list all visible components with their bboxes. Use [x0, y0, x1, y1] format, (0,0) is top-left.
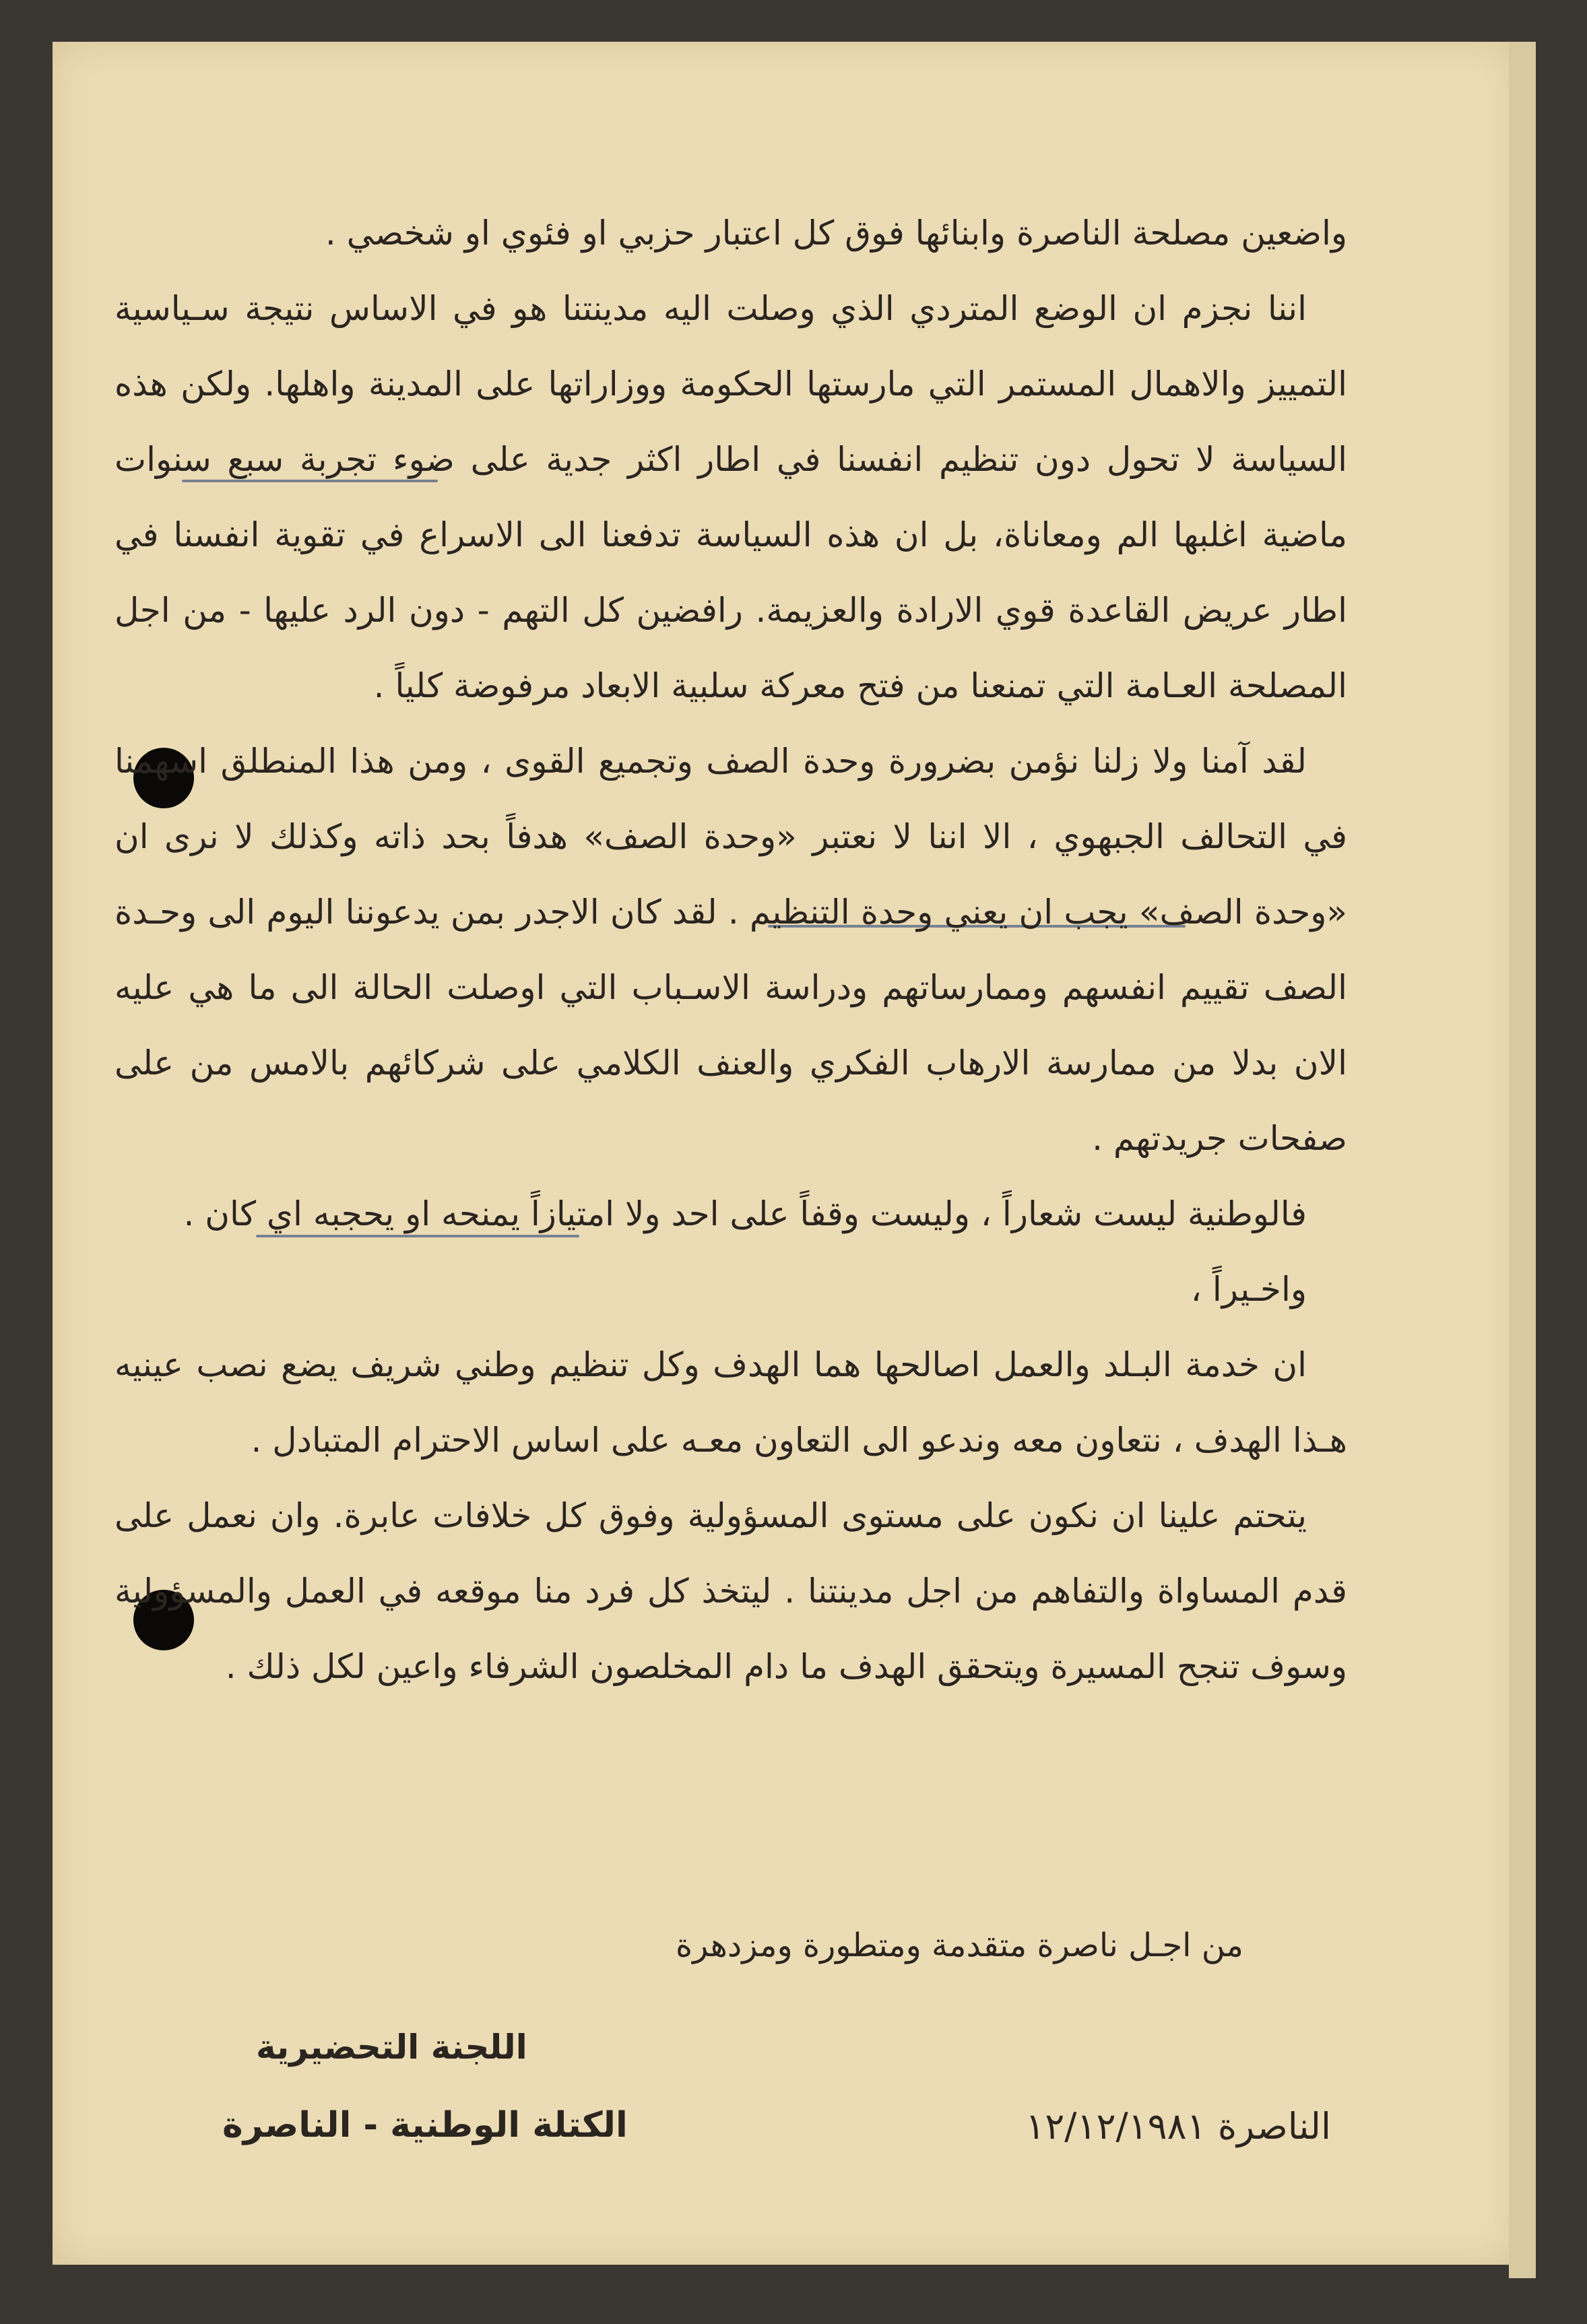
committee-signature: اللجنة التحضيرية [256, 2028, 527, 2067]
letter-body [115, 195, 1347, 1704]
paragraph-7: يتحتم علينا ان نكون على مستوى المسؤولية وفوق كل خلافات عابرة. وان نعمل على قدم المساواة والتفاهم من اجل مدينتنا . ليتخذ كل فرد منا موقعه في العمل والمسؤولية وسوف تنجح المسيرة ويتحقق الهدف ما دام المخلصون الشرفاء واعين لكل ذلك . [115, 1496, 1347, 1686]
bloc-signature: الكتلة الوطنية - الناصرة [222, 2105, 628, 2145]
closing-slogan: من اجـل ناصرة متقدمة ومتطورة ومزدهرة [675, 1927, 1243, 1964]
paragraph-2: اننا نجزم ان الوضع المتردي الذي وصلت اليه مدينتنا هو في الاساس نتيجة سـياسية التمييز والاهمال المستمر التي مارستها الحكومة ووزاراتها على المدينة واهلها. ولكن هذه السياسة لا تحول دون تنظيم انفسنا في اطار اكثر جدية على ضوء تجربة سبع سنوات ماضية اغلبها الم ومعاناة، بل ان هذه السياسة تدفعنا الى الاسراع في تقوية انفسنا في اطار عريض القاعدة قوي الارادة والعزيمة. رافضين كل التهم - دون الرد عليها - من اجل المصلحة العـامة التي تمنعنا من فتح معركة سلبية الابعاد مرفوضة كلياً . [115, 289, 1347, 705]
paragraph-3: لقد آمنا ولا زلنا نؤمن بضرورة وحدة الصف وتجميع القوى ، ومن هذا المنطلق اسهمنا في التحالف الجبهوي ، الا اننا لا نعتبر «وحدة الصف» هدفاً بحد ذاته وكذلك لا نرى ان «وحدة الصف» يجب ان يعني وحدة التنظيم . لقد كان الاجدر بمن يدعوننا اليوم الى وحـدة الصف تقييم انفسهم وممارساتهم ودراسة الاسـباب التي اوصلت الحالة الى ما هي عليه الان بدلا من ممارسة الارهاب الفكري والعنف الكلامي على شركائهم بالامس من على صفحات جريدتهم . [115, 742, 1347, 1158]
paragraph-5: واخـيراً ، [1190, 1270, 1307, 1309]
paragraph-1: واضعين مصلحة الناصرة وابنائها فوق كل اعتبار حزبي او فئوي او شخصي . [325, 214, 1347, 253]
paper-edge [1509, 42, 1536, 2278]
paragraph-6: ان خدمة البـلد والعمل اصالحها هما الهدف وكل تنظيم وطني شريف يضع نصب عينيه هـذا الهدف ، نتعاون معه وندعو الى التعاون معـه على اساس الاحترام المتبادل . [115, 1345, 1347, 1460]
paragraph-4: فالوطنية ليست شعاراً ، وليست وقفاً على احد ولا امتيازاً يمنحه او يحجبه اي كان . [183, 1194, 1307, 1233]
dateline: الناصرة ١٢/١٢/١٩٨١ [1025, 2105, 1331, 2148]
